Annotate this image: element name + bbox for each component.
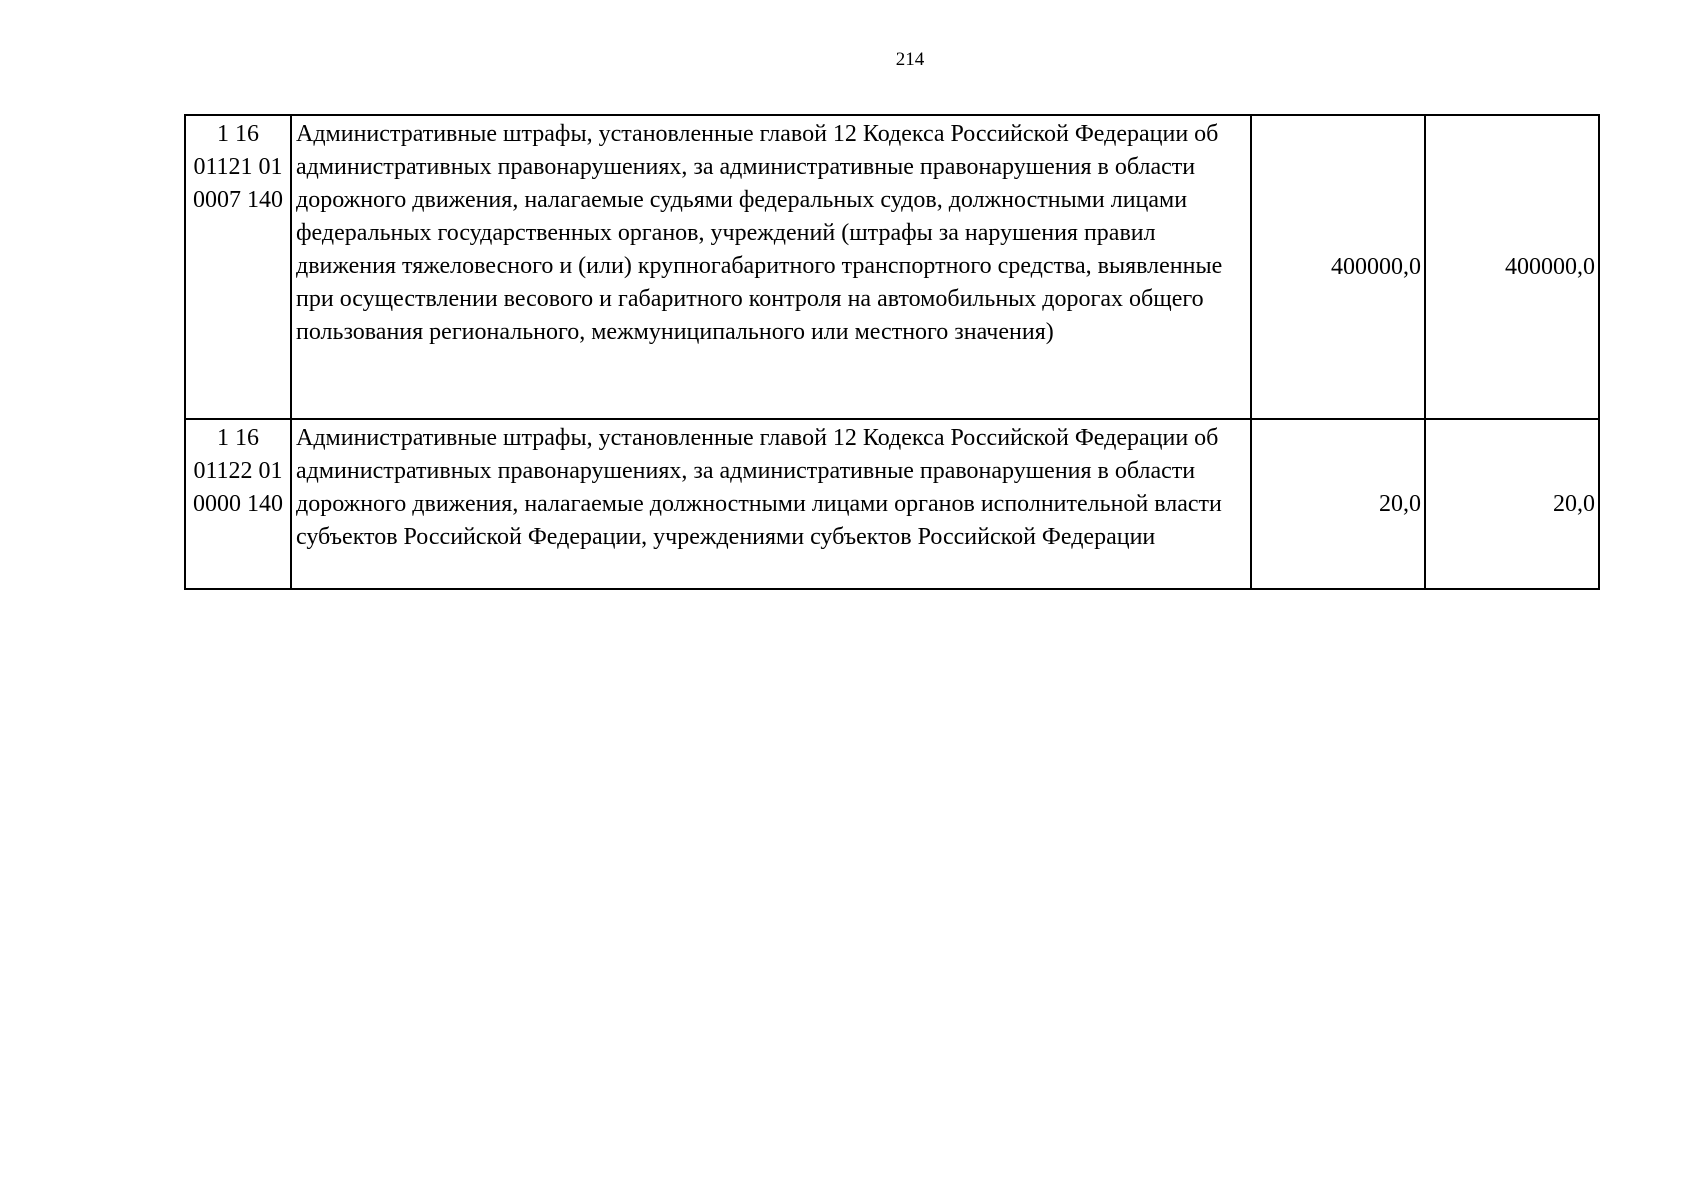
code-line: 1 16: [217, 425, 259, 451]
revenue-description: Административные штрафы, установленные главой 12 Кодекса Российской Федерации об административных правонарушениях, за административные правонарушения в области дорожного движения, налагаемые должностными лицами органов исполнительной власти субъектов Российской Федерации, учреждениями субъектов Российской Федерации: [291, 419, 1251, 589]
budget-classification-code: [185, 419, 291, 589]
amount-cell-1: 20,0: [1251, 419, 1425, 589]
code-line: 0007 140: [193, 187, 283, 213]
code-line: 01121 01: [193, 154, 283, 180]
revenue-description: Административные штрафы, установленные главой 12 Кодекса Российской Федерации об административных правонарушениях, за административные правонарушения в области дорожного движения, налагаемые судьями федеральных судов, должностными лицами федеральных государственных органов, учреждений (штрафы за нарушения правил движения тяжеловесного и (или) крупногабаритного транспортного средства, выявленные при осуществлении весового и габаритного контроля на автомобильных дорогах общего пользования регионального, межмуниципального или местного значения): [291, 115, 1251, 419]
code-line: 0000 140: [193, 491, 283, 517]
table-row: [185, 419, 1599, 589]
page-number: 214: [895, 49, 925, 70]
budget-classification-code: [185, 115, 291, 419]
code-line: 1 16: [217, 121, 259, 147]
amount-cell-1: 400000,0: [1251, 115, 1425, 419]
amount-cell-2: 20,0: [1425, 419, 1599, 589]
amount-cell-2: 400000,0: [1425, 115, 1599, 419]
budget-revenue-table: [184, 114, 1600, 590]
code-line: 01122 01: [193, 458, 283, 484]
table-row: [185, 115, 1599, 419]
